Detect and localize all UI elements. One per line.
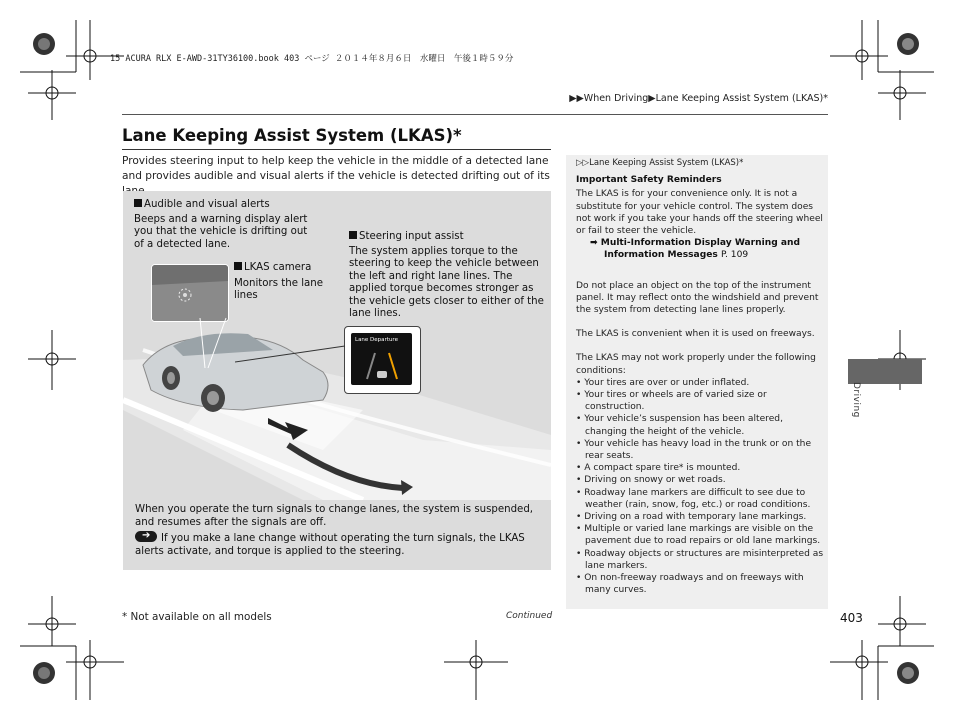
- list-item: • Your tires or wheels are of varied size or construction.: [576, 389, 824, 413]
- list-item: • Roadway lane markers are difficult to see due to weather (rain, snow, fog, etc.) or road conditions.: [576, 487, 824, 511]
- chapter-tab-label: Driving: [851, 382, 861, 418]
- page-title: Lane Keeping Assist System (LKAS)*: [122, 126, 462, 145]
- sidebar-heading: Important Safety Reminders: [576, 175, 722, 186]
- lane-warning-icon: [351, 333, 412, 385]
- info-arrow-icon: ➔: [135, 531, 157, 542]
- alerts-callout: [134, 199, 319, 251]
- reference-page[interactable]: P. 109: [720, 250, 749, 261]
- conditions-list: [576, 377, 824, 597]
- alerts-text: Beeps and a warning display alert you that the vehicle is drifting out of a detected lane.: [134, 213, 308, 250]
- turn-signal-note: When you operate the turn signals to change lanes, the system is suspended, and resumes after the signals are off.: [135, 504, 534, 528]
- lane-departure-display: [344, 326, 421, 394]
- panel-notes: [135, 503, 547, 558]
- double-chevron-icon: ▷▷: [576, 158, 590, 168]
- list-item: • Roadway objects or structures are misinterpreted as lane markers.: [576, 548, 824, 572]
- continued-label: Continued: [506, 611, 553, 621]
- footnote: * Not available on all models: [122, 611, 272, 623]
- list-item: • Your vehicle has heavy load in the trunk or on the rear seats.: [576, 438, 824, 462]
- list-item: • Multiple or varied lane markings are visible on the pavement due to road repairs or old lane markings.: [576, 523, 824, 547]
- chapter-tab[interactable]: [848, 359, 922, 384]
- camera-text: Monitors the lane lines: [234, 277, 324, 301]
- sidebar-para-1: The LKAS is for your convenience only. It is not a substitute for your vehicle control. The system does not work if you take your hands off the steering wheel or fail to steer the vehicle.: [576, 189, 823, 237]
- list-item: • Driving on snowy or wet roads.: [576, 474, 824, 486]
- lane-change-note: [135, 531, 547, 558]
- lane-change-note-text: If you make a lane change without operating the turn signals, the LKAS alerts activate, and torque is applied to the steering.: [135, 533, 525, 557]
- alerts-heading: Audible and visual alerts: [144, 199, 270, 210]
- sidebar-subtitle: Lane Keeping Assist System (LKAS)*: [589, 158, 744, 168]
- reference-arrow-icon: ➡: [590, 238, 601, 249]
- steering-callout: [349, 231, 547, 321]
- sidebar-content: [576, 157, 824, 597]
- list-item: • A compact spare tire* is mounted.: [576, 462, 824, 474]
- display-pointer: [235, 340, 347, 370]
- page-number: 403: [840, 611, 863, 625]
- sidebar-para-4: The LKAS may not work properly under the following conditions:: [576, 353, 816, 376]
- breadcrumb: ▶▶When Driving▶Lane Keeping Assist System (LKAS)*: [569, 93, 828, 104]
- steering-text: The system applies torque to the steering to keep the vehicle between the left and right lane lines. The applied torque becomes stronger as the vehicle gets closer to either of the lane lines.: [349, 245, 544, 319]
- intro-text: Provides steering input to help keep the vehicle in the middle of a detected lane and provides audible and visual alerts if the vehicle is detected drifting out of its: [122, 155, 550, 182]
- square-bullet-icon: [234, 262, 242, 270]
- steering-heading: Steering input assist: [359, 231, 464, 242]
- square-bullet-icon: [349, 231, 357, 239]
- print-mark: 15 ACURA RLX E-AWD-31TY36100.book 403 ページ ２０１４年８月６日 水曜日 午後１時５９分: [110, 54, 514, 64]
- camera-callout: [234, 262, 334, 303]
- list-item: • Driving on a road with temporary lane markings.: [576, 511, 824, 523]
- title-rule: [122, 149, 551, 150]
- square-bullet-icon: [134, 199, 142, 207]
- sidebar-para-2: Do not place an object on the top of the instrument panel. It may reflect onto the windshield and prevent the system from detecting lane lines properly.: [576, 280, 819, 316]
- header-rule: [122, 114, 828, 115]
- list-item: • Your tires are over or under inflated.: [576, 377, 824, 389]
- list-item: • Your vehicle’s suspension has been altered, changing the height of the vehicle.: [576, 413, 824, 437]
- reference-link[interactable]: [590, 237, 824, 261]
- camera-heading: LKAS camera: [244, 262, 312, 273]
- reference-text[interactable]: Multi-Information Display Warning and Information Messages: [600, 238, 801, 261]
- display-label: Lane Departure: [355, 337, 398, 343]
- sidebar-para-3: The LKAS is convenient when it is used on freeways.: [576, 329, 815, 340]
- list-item: • On non-freeway roadways and on freeways with many curves.: [576, 572, 824, 596]
